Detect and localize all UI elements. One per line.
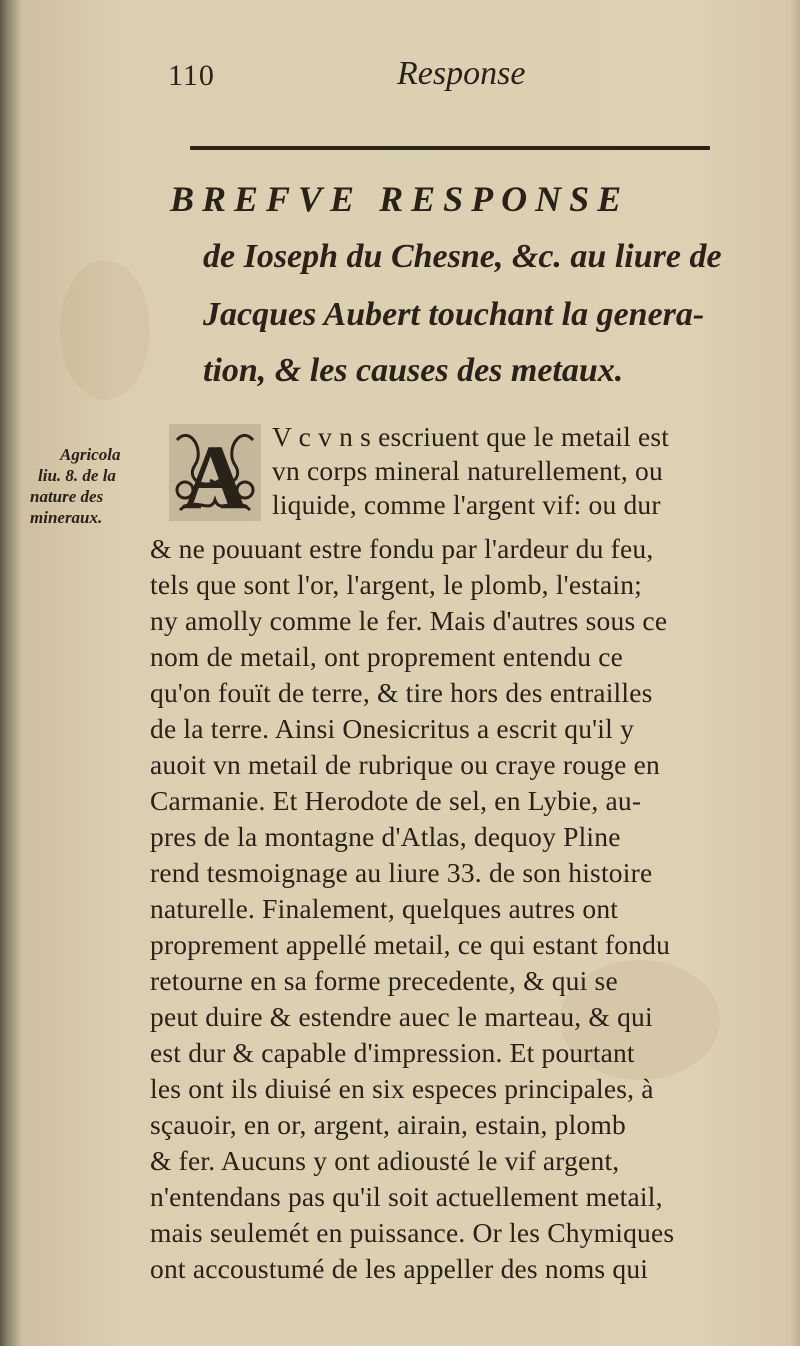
chapter-title: BREFVE RESPONSE (170, 179, 630, 219)
text-line: nom de metail, ont proprement entendu ce (150, 641, 624, 672)
text-line: liquide, comme l'argent vif: ou dur (272, 489, 661, 520)
margin-note-line: mineraux. (30, 508, 103, 527)
text-line: mais seulemét en puissance. Or les Chymiques (150, 1217, 675, 1248)
text-line: de la terre. Ainsi Onesicritus a escrit qu'il y (150, 713, 635, 744)
text-line: les ont ils diuisé en six especes principales, à (150, 1073, 654, 1104)
text-line: sçauoir, en or, argent, airain, estain, plomb (150, 1109, 626, 1140)
page-number: 110 (168, 59, 215, 92)
header-rule (190, 146, 710, 150)
text-line: V c v n s escriuent que le metail est (272, 421, 670, 452)
text-line: Carmanie. Et Herodote de sel, en Lybie, au- (150, 785, 642, 816)
text-line: proprement appellé metail, ce qui estant fondu (150, 929, 671, 960)
text-line: n'entendans pas qu'il soit actuellement metail, (150, 1181, 663, 1212)
text-line: rend tesmoignage au liure 33. de son histoire (150, 857, 653, 888)
ornamental-drop-cap (165, 420, 265, 525)
chapter-subtitle-line: tion, & les causes des metaux. (203, 352, 624, 389)
text-line: pres de la montagne d'Atlas, dequoy Pline (150, 821, 621, 852)
text-line: auoit vn metail de rubrique ou craye rouge en (150, 749, 660, 780)
text-line: peut duire & estendre auec le marteau, & qui (150, 1001, 653, 1032)
margin-note (30, 444, 155, 528)
text-line: est dur & capable d'impression. Et pourtant (150, 1037, 635, 1068)
page-header (165, 55, 715, 100)
text-line: ny amolly comme le fer. Mais d'autres sous ce (150, 605, 668, 636)
text-line: vn corps mineral naturellement, ou (272, 455, 663, 486)
drop-cap-ornament-icon (165, 420, 265, 525)
running-head: Response (397, 55, 526, 92)
margin-note-line: nature des (30, 487, 104, 506)
text-line: retourne en sa forme precedente, & qui se (150, 965, 618, 996)
text-line: & ne pouuant estre fondu par l'ardeur du feu, (150, 533, 654, 564)
margin-note-line: Agricola (60, 445, 121, 464)
text-line: qu'on fouït de terre, & tire hors des entrailles (150, 677, 653, 708)
chapter-subtitle-line: Jacques Aubert touchant la genera- (203, 296, 705, 333)
paper-stain (60, 260, 150, 400)
text-line: ont accoustumé de les appeller des noms qui (150, 1253, 649, 1284)
margin-note-line: liu. 8. de la (38, 466, 116, 485)
drop-cap-letter: A (181, 426, 249, 525)
text-line: naturelle. Finalement, quelques autres ont (150, 893, 619, 924)
chapter-subtitle-line: de Ioseph du Chesne, &c. au liure de (203, 238, 722, 275)
text-line: tels que sont l'or, l'argent, le plomb, l'estain; (150, 569, 643, 600)
text-line: & fer. Aucuns y ont adiousté le vif argent, (150, 1145, 620, 1176)
